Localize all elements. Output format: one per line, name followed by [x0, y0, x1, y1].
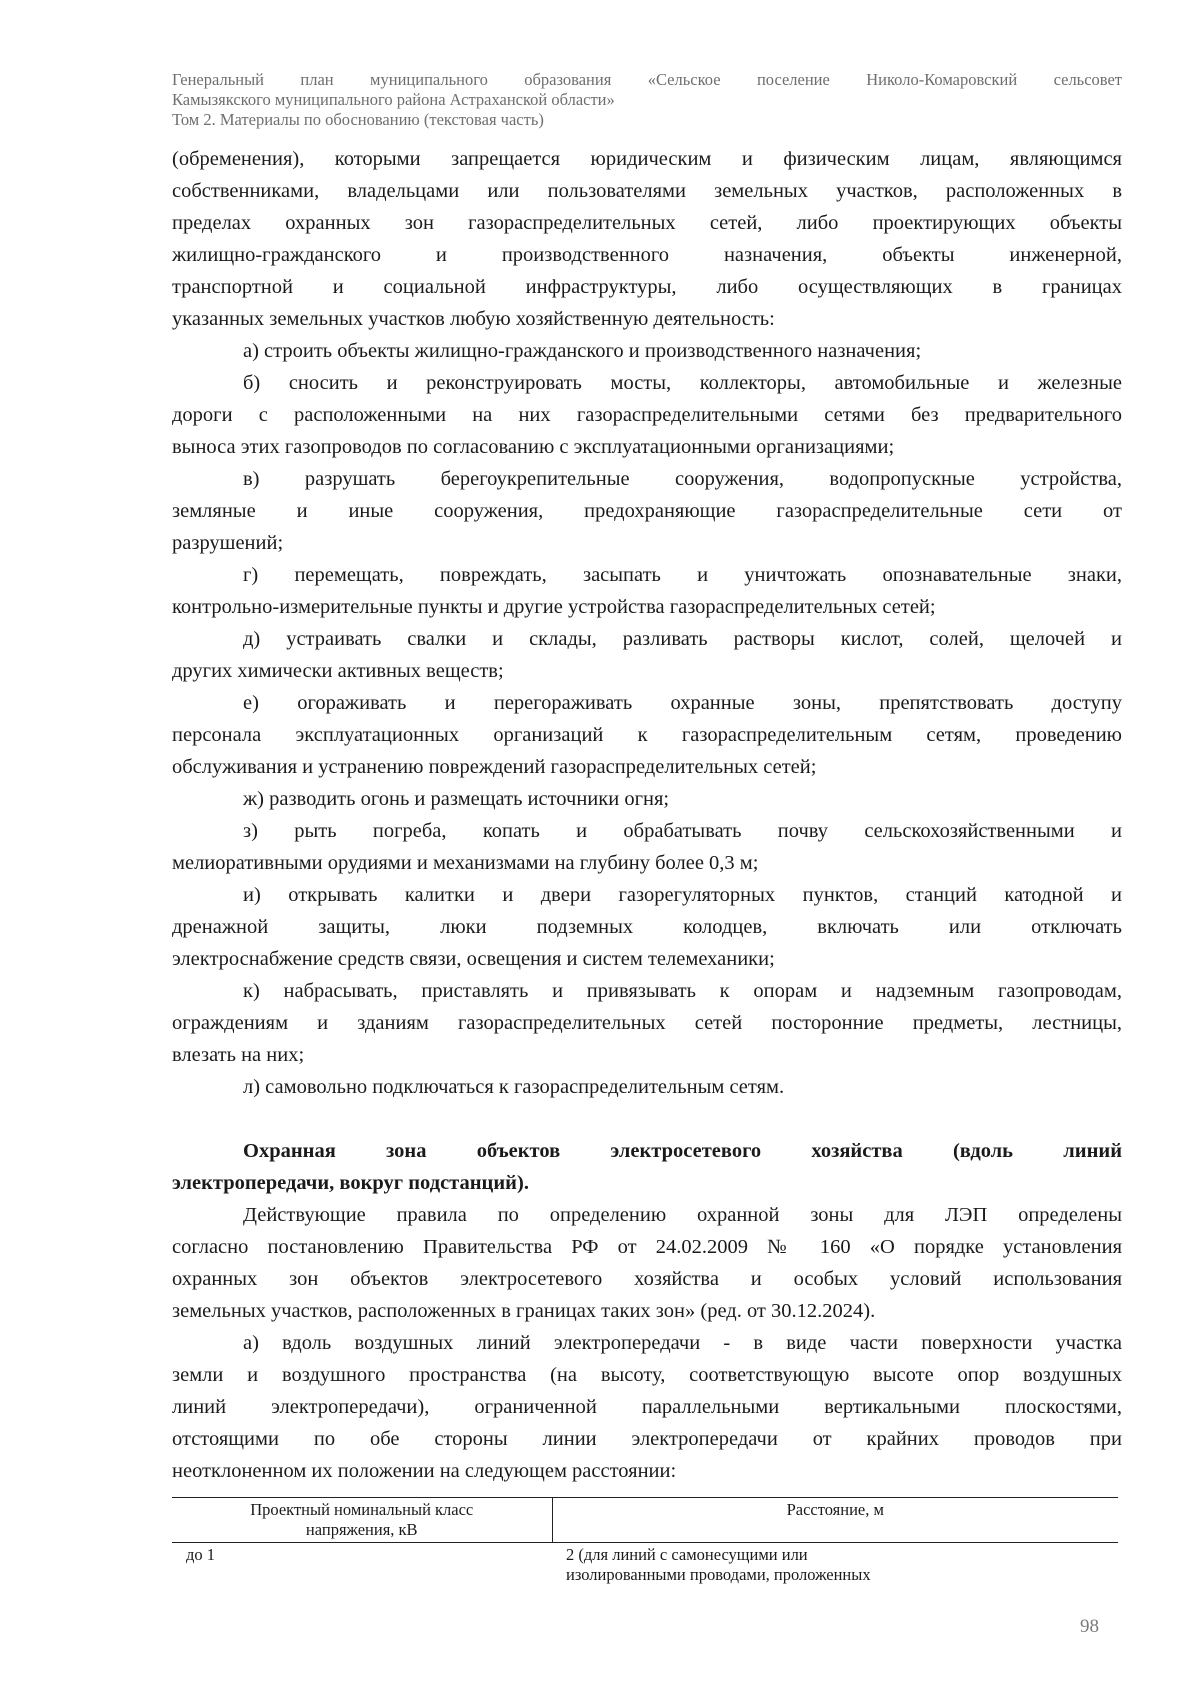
- text-line: выноса этих газопроводов по согласованию с эксплуатационными организациями;: [172, 436, 895, 458]
- text-line: а) вдоль воздушных линий электропередачи - в виде части поверхности участка: [243, 1332, 1122, 1354]
- text-line: жилищно-гражданского и производственного назначения, объекты инженерной,: [172, 244, 1122, 266]
- text-line: собственниками, владельцами или пользователями земельных участков, расположенных в: [172, 180, 1122, 202]
- section-heading-cont: электропередачи, вокруг подстанций).: [172, 1172, 529, 1194]
- text-line: охранных зон объектов электросетевого хозяйства и особых условий использования: [172, 1268, 1122, 1290]
- table-row: [172, 1543, 1118, 1588]
- header-line: Камызякского муниципального района Астраханской области»: [172, 90, 615, 109]
- list-item-k: к) набрасывать, приставлять и привязывать к опорам и надземным газопроводам,: [243, 980, 1122, 1002]
- header-text: Проектный номинальный класс: [250, 1500, 474, 1519]
- list-item-e: е) огораживать и перегораживать охранные зоны, препятствовать доступу: [243, 692, 1122, 714]
- list-item-zh: ж) разводить огонь и размещать источники огня;: [243, 788, 670, 810]
- table-cell: до 1: [186, 1545, 216, 1564]
- text-line: транспортной и социальной инфраструктуры, либо осуществляющих в границах: [172, 276, 1122, 298]
- table-cell: [552, 1543, 1118, 1588]
- text-line: персонала эксплуатационных организаций к газораспределительным сетям, проведению: [172, 724, 1122, 746]
- list-item-z: з) рыть погреба, копать и обрабатывать почву сельскохозяйственными и: [243, 820, 1122, 842]
- distance-table: [172, 1497, 1118, 1587]
- list-item-a: а) строить объекты жилищно-гражданского и производственного назначения;: [243, 340, 922, 362]
- header-text: напряжения, кВ: [305, 1520, 418, 1539]
- text-line: линий электропередачи), ограниченной параллельными вертикальными плоскостями,: [172, 1396, 1122, 1418]
- text-line: указанных земельных участков любую хозяйственную деятельность:: [172, 308, 775, 330]
- text-line: земляные и иные сооружения, предохраняющие газораспределительные сети от: [172, 500, 1122, 522]
- text-line: контрольно-измерительные пункты и другие устройства газораспределительных сетей;: [172, 596, 936, 618]
- section-heading: Охранная зона объектов электросетевого хозяйства (вдоль линий: [243, 1140, 1122, 1162]
- text-line: разрушений;: [172, 532, 284, 554]
- text-line: влезать на них;: [172, 1044, 305, 1066]
- header-line: Том 2. Материалы по обоснованию (текстовая часть): [172, 110, 544, 129]
- text-line: земельных участков, расположенных в границах таких зон» (ред. от 30.12.2024).: [172, 1300, 876, 1322]
- running-header: [172, 70, 1122, 130]
- text-line: земли и воздушного пространства (на высоту, соответствующую высоте опор воздушных: [172, 1364, 1122, 1386]
- text-line: пределах охранных зон газораспределительных сетей, либо проектирующих объекты: [172, 212, 1122, 234]
- list-item-b: б) сносить и реконструировать мосты, коллекторы, автомобильные и железные: [243, 372, 1122, 394]
- list-item-g: г) перемещать, повреждать, засыпать и уничтожать опознавательные знаки,: [243, 564, 1122, 586]
- document-body: [172, 143, 1122, 1487]
- list-item-l: л) самовольно подключаться к газораспределительным сетям.: [243, 1076, 785, 1098]
- page-number: 98: [1080, 1616, 1099, 1637]
- text-line: дороги с расположенными на них газораспределительными сетями без предварительного: [172, 404, 1122, 426]
- cell-text: изолированными проводами, проложенных: [566, 1565, 871, 1584]
- text-line: дренажной защиты, люки подземных колодцев, включать или отключать: [172, 916, 1122, 938]
- list-item-v: в) разрушать берегоукрепительные сооружения, водопропускные устройства,: [243, 468, 1122, 490]
- text-line: обслуживания и устранению повреждений газораспределительных сетей;: [172, 756, 817, 778]
- text-line: отстоящими по обе стороны линии электропередачи от крайних проводов при: [172, 1428, 1122, 1450]
- list-item-i: и) открывать калитки и двери газорегуляторных пунктов, станций катодной и: [243, 884, 1122, 906]
- text-line: неотклоненном их положении на следующем расстоянии:: [172, 1460, 677, 1482]
- cell-text: 2 (для линий с самонесущими или: [566, 1545, 808, 1564]
- table-header-row: [172, 1498, 1118, 1543]
- text-line: других химически активных веществ;: [172, 660, 504, 682]
- text-line: Действующие правила по определению охранной зоны для ЛЭП определены: [243, 1204, 1122, 1226]
- list-item-d: д) устраивать свалки и склады, разливать растворы кислот, солей, щелочей и: [243, 628, 1122, 650]
- header-line: Генеральный план муниципального образования «Сельское поселение Николо-Комаровский сельсовет: [172, 70, 1122, 89]
- text-line: (обременения), которыми запрещается юридическим и физическим лицам, являющимся: [172, 148, 1122, 170]
- text-line: электроснабжение средств связи, освещения и систем телемеханики;: [172, 948, 775, 970]
- text-line: ограждениям и зданиям газораспределительных сетей посторонние предметы, лестницы,: [172, 1012, 1122, 1034]
- column-header-distance: Расстояние, м: [552, 1498, 1118, 1543]
- text-line: мелиоративными орудиями и механизмами на глубину более 0,3 м;: [172, 852, 759, 874]
- column-header-voltage: [172, 1498, 552, 1543]
- paragraph-gap: [172, 1103, 1122, 1135]
- text-line: согласно постановлению Правительства РФ от 24.02.2009 № 160 «О порядке установления: [172, 1236, 1122, 1258]
